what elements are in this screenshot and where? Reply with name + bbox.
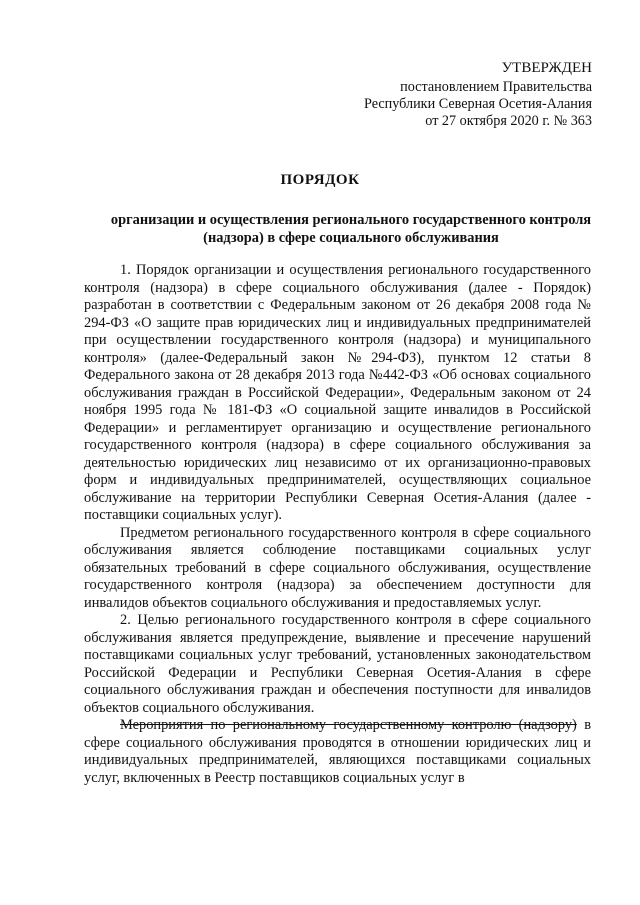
document-subtitle: организации и осуществления регионального государственного контроля (надзора) в сфере социального обслуживания bbox=[110, 212, 592, 246]
approval-line-3: от 27 октября 2020 г. № 363 bbox=[425, 113, 592, 129]
paragraph-4-text: в сфере социального обслуживания проводятся в отношении юридических лиц и индивидуальных предпринимателей, являющихся поставщиками социальных услуг, включенных в Реестр поставщиков социальных услуг в bbox=[84, 717, 591, 786]
paragraph-2: Предметом регионального государственного контроля в сфере социального обслуживания является соблюдение поставщиками социальных услуг обязательных требований в сфере социального обслуживания, осуществление государственного контроля (надзора) за обеспечением доступности для инвалидов объектов социального обслуживания и предоставляемых услуг. bbox=[84, 524, 591, 611]
approval-stamp bbox=[364, 60, 592, 130]
document-body bbox=[84, 262, 591, 787]
struck-text: Мероприятия по региональному государственному контролю (надзору) bbox=[120, 717, 577, 733]
approval-line-2: Республики Северная Осетия-Алания bbox=[363, 96, 592, 112]
approval-heading: УТВЕРЖДЕН bbox=[501, 60, 592, 76]
paragraph-3: 2. Целью регионального государственного контроля в сфере социального обслуживания является предупреждение, выявление и пресечение нарушений поставщиками социальных услуг требований, установленных законодательством Российской Федерации и Республики Северная Осетия-Алания в сфере социального обслуживания граждан и обеспечения поступности для инвалидов объектов социального обслуживания. bbox=[84, 612, 591, 716]
paragraph-4 bbox=[84, 717, 591, 787]
paragraph-1: 1. Порядок организации и осуществления регионального государственного контроля (надзора) в сфере социального обслуживания (далее - Порядок) разработан в соответствии с Федеральным законом от 26 декабря 2008 года № 294-ФЗ «О защите прав юридических лиц и индивидуальных предпринимателей при осуществлении государственного контроля (надзора) и муниципального контроля» (далее-Федеральный закон №294-ФЗ), пунктом 12 статьи 8 Федерального закона от 28 декабря 2013 года №442-ФЗ «Об основах социального обслуживания граждан в Российской Федерации», Федеральным законом от 24 ноября 1995 года № 181-ФЗ «О социальной защите инвалидов в Российской Федерации» и регламентирует организацию и осуществление регионального государственного контроля (надзора) в сфере социального обслуживания за деятельностью юридических лиц независимо от их организационно-правовых форм и индивидуальных предпринимателей, осуществляющих социальное обслуживание на территории Республики Северная Осетия-Алания (далее - поставщики социальных услуг). bbox=[84, 262, 591, 523]
approval-line-1: постановлением Правительства bbox=[400, 79, 592, 95]
document-title: ПОРЯДОК bbox=[280, 172, 360, 188]
